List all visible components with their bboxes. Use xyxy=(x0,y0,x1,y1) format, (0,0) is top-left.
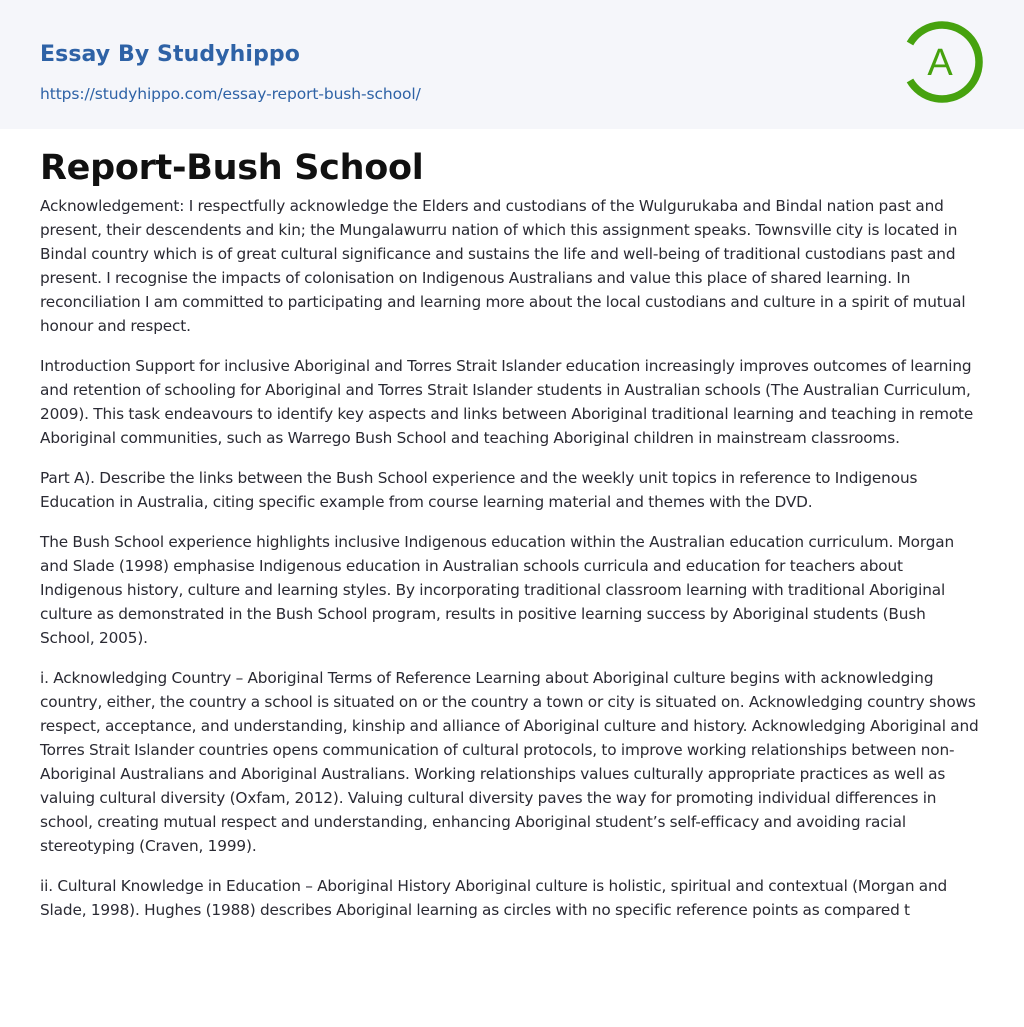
article xyxy=(40,146,984,938)
page-url-link[interactable]: https://studyhippo.com/essay-report-bush-school/ xyxy=(40,85,421,103)
brand-title: Essay By Studyhippo xyxy=(40,42,300,67)
logo-arc-icon xyxy=(898,18,988,108)
paragraph-acknowledging-country: i. Acknowledging Country – Aboriginal Terms of Reference Learning about Aboriginal culture begins with acknowledging country, either, the country a school is situated on or the country a town or city is situated on. Acknowledging country shows respect, acceptance, and understanding, kinship and alliance of Aboriginal culture and history. Acknowledging Aboriginal and Torres Strait Islander countries opens communication of cultural protocols, to improve working relationships between non-Aboriginal Australians and Aboriginal Australians. Working relationships values culturally appropriate practices as well as valuing cultural diversity (Oxfam, 2012). Valuing cultural diversity paves the way for promoting individual differences in school, creating mutual respect and understanding, enhancing Aboriginal student’s self-efficacy and avoiding racial stereotyping (Craven, 1999). xyxy=(40,669,979,855)
site-header xyxy=(0,0,1024,129)
paragraph-bush-school-experience: The Bush School experience highlights inclusive Indigenous education within the Australian education curriculum. Morgan and Slade (1998) emphasise Indigenous education in Australian schools curricula and education for teachers about Indigenous history, culture and learning styles. By incorporating traditional classroom learning with traditional Aboriginal culture as demonstrated in the Bush School program, results in positive learning success by Aboriginal students (Bush School, 2005). xyxy=(40,533,955,647)
paragraph-acknowledgement: Acknowledgement: I respectfully acknowledge the Elders and custodians of the Wulgurukaba and Bindal nation past and present, their descendents and kin; the Mungalawurru nation of which this assignment speaks. Townsville city is located in Bindal country which is of great cultural significance and sustains the life and well-being of traditional custodians past and present. I recognise the impacts of colonisation on Indigenous Australians and value this place of shared learning. In reconciliation I am committed to participating and learning more about the local custodians and culture in a spirit of mutual honour and respect. xyxy=(40,197,966,335)
logo-icon[interactable] xyxy=(898,18,988,108)
page-title: Report-Bush School xyxy=(40,148,424,188)
paragraph-part-a-prompt: Part A). Describe the links between the Bush School experience and the weekly unit topics in reference to Indigenous Education in Australia, citing specific example from course learning material and themes with the DVD. xyxy=(40,469,918,511)
paragraph-introduction: Introduction Support for inclusive Aboriginal and Torres Strait Islander education increasingly improves outcomes of learning and retention of schooling for Aboriginal and Torres Strait Islander students in Australian schools (The Australian Curriculum, 2009). This task endeavours to identify key aspects and links between Aboriginal traditional learning and teaching in remote Aboriginal communities, such as Warrego Bush School and teaching Aboriginal children in mainstream classrooms. xyxy=(40,357,974,447)
paragraph-cultural-knowledge: ii. Cultural Knowledge in Education – Aboriginal History Aboriginal culture is holistic, spiritual and contextual (Morgan and Slade, 1998). Hughes (1988) describes Aboriginal learning as circles with no specific reference points as compared t xyxy=(40,877,948,919)
logo-letter: A xyxy=(927,42,953,84)
